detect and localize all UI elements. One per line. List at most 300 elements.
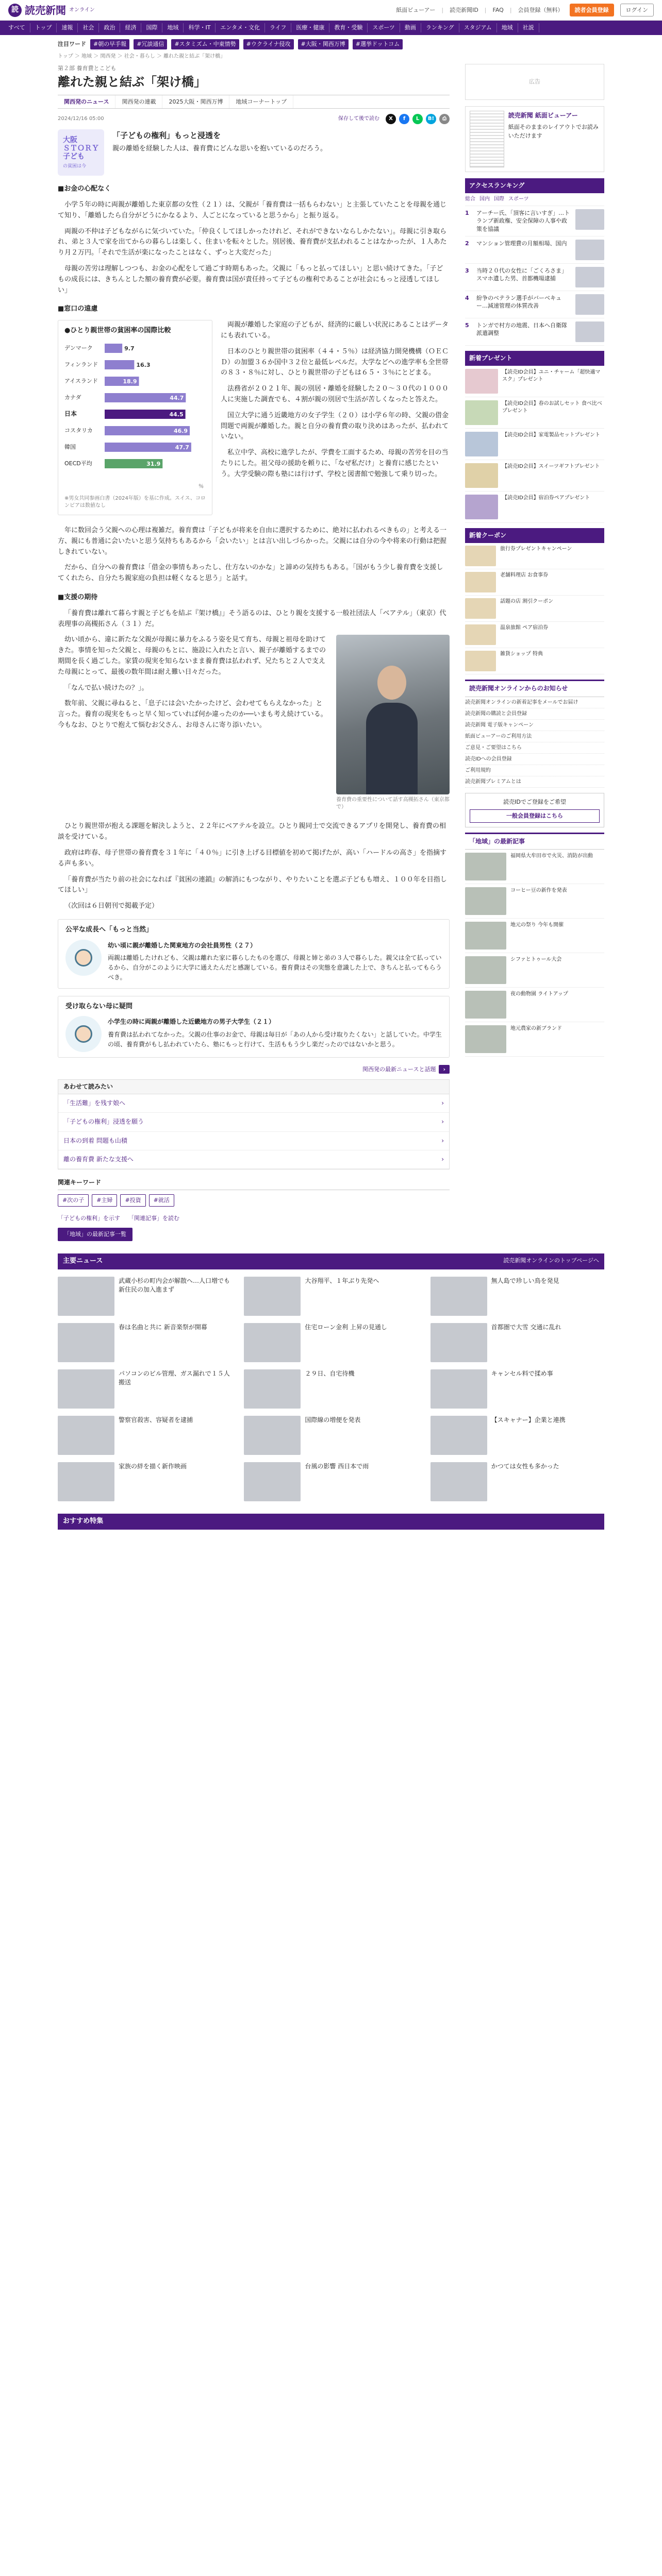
nav-item[interactable]: 社会 [78,23,99,32]
person-illustration-icon [65,1016,102,1052]
poverty-chart-box [58,320,212,515]
service-box-text: 読売IDでご登録をご希望 [503,798,566,805]
main-nav [0,21,662,35]
local-thumbnail [465,853,506,880]
present-title: 【読売ID会員】ユニ・チャーム「超快適マスク」プレゼント [502,369,601,383]
profile-card [58,919,450,989]
body-paragraph: 日本のひとり親世帯の貧困率（４４・５％）は経済協力開発機構（ＯＥＣＤ）の加盟３６か国中３２位と最低レベルだ。大学などへの進学率も全世帯の８３・８％に対し、ひとり親世帯の子どもは６５・３％にとどまる。 [221,347,449,377]
present-item[interactable] [465,366,604,397]
header-link-id[interactable]: 読売新聞ID [450,6,478,13]
person-figure [366,666,418,794]
keyword-tag[interactable]: #投資 [120,1194,145,1207]
header-link-viewer[interactable]: 紙面ビューアー [396,6,436,13]
related-item-label: 「生活難」を残す娘へ [63,1099,126,1107]
chevron-right-icon: › [439,1065,450,1074]
chart-category-label: コスタリカ [64,427,93,434]
chart-category-label: カナダ [64,394,81,401]
tab-region-top[interactable]: 地域コーナートップ [229,95,293,109]
news-thumbnail [58,1277,114,1316]
save-later-button[interactable]: 保存して後で読む [338,116,379,122]
local-item[interactable] [465,919,604,953]
coupon-item[interactable] [465,622,604,648]
article-kicker: 第２部 養育費とこども [58,64,117,72]
paper-promo-title: 読売新聞 紙面ビューアー [508,111,578,119]
ad-slot[interactable]: 広告 [465,64,604,100]
chart-value-label: 44.7 [170,394,184,401]
hatena-share-icon[interactable]: B! [426,114,436,124]
top-page-link[interactable]: 読売新聞オンラインのトップページへ [503,1257,599,1264]
breadcrumb[interactable]: トップ ＞ 地域 ＞ 関西発 ＞ 社会・暮らし ＞ 離れた親と結ぶ「架け橋」 [58,53,226,59]
coupon-title: 老舗料理店 お食事券 [500,572,549,579]
ranking-item[interactable] [465,264,604,291]
news-title: 首都圏で大雪 交通に乱れ [491,1323,561,1331]
news-item[interactable] [431,1462,604,1501]
rank-thumbnail [575,267,604,287]
rank-number: 1 [465,209,469,216]
trend-tag[interactable]: #朝の早手報 [90,39,129,49]
nav-item[interactable]: 教育・受験 [329,23,368,32]
trend-label: 注目ワード [58,41,86,47]
news-item[interactable] [244,1369,418,1409]
notice-link[interactable]: 紙面ビューアーのご利用方法 [465,731,604,742]
news-thumbnail [244,1462,301,1501]
profile-header: 受け取らない母に疑問 [65,1002,133,1010]
local-thumbnail [465,887,506,915]
news-title: 家族の絆を描く新作映画 [119,1462,187,1470]
profile-row [65,940,442,983]
rank-title: マンション管理費の月額相場、国内 [476,240,567,247]
coupon-thumbnail [465,651,496,671]
local-thumbnail [465,991,506,1019]
rank-number: 5 [465,321,469,329]
profile-name: 幼い頃に親が離婚した関東地方の会社員男性（２７） [108,941,257,949]
share-bar [338,114,450,124]
rank-number: 2 [465,240,469,247]
news-title: 住宅ローン金利 上昇の見通し [305,1323,387,1331]
news-thumbnail [431,1323,487,1362]
chart-value-label: 18.9 [123,378,137,385]
news-title: 警察官殺害、容疑者を逮捕 [119,1416,193,1423]
subhead: ■お金の心配なく [58,185,111,193]
profile-text [108,1016,442,1049]
tab-kansai-series[interactable]: 関西発の連載 [115,95,162,109]
news-item[interactable] [58,1416,231,1455]
logo-sub: オンライン [69,7,95,13]
news-item[interactable] [58,1462,231,1501]
present-thumbnail [465,369,498,394]
subhead: ■支援の期待 [58,593,98,601]
chart-category-label: アイスランド [64,377,98,384]
notice-link[interactable]: ご意見・ご要望はこちら [465,742,604,754]
present-thumbnail [465,463,498,488]
news-title: 台風の影響 西日本で雨 [305,1462,369,1470]
logo-mark: 読 [8,4,22,17]
news-item[interactable] [244,1323,418,1362]
nav-item[interactable]: 地域 [497,23,518,32]
rank-number: 4 [465,294,469,301]
news-thumbnail [244,1323,301,1362]
tab-expo[interactable]: 2025大阪・関西万博 [162,95,229,109]
news-title: 国際線の増便を発表 [305,1416,361,1423]
related-item[interactable] [58,1132,449,1150]
ranking-header: アクセスランキング [465,178,604,193]
chevron-right-icon: › [441,1137,444,1144]
profile-card [58,996,450,1058]
article-title: 離れた親と結ぶ「架け橋」 [58,74,206,90]
body-paragraph: 幼い頃から、違に新たな父親が母親に暴力をふるう姿を見て育ち、母親と祖母を助けてきた。事情を知った父親と、母親のもとに、施設に入れたと言い、親子が離婚するまでの期間を長く過ごした。家賃の現実を知らないまま養育費は払われず、兄たちと２人で支えた母親にとって、最後の数年間は耐え難い日々だった。 [58,636,326,676]
trend-tag[interactable]: #スタミズム・中東情勢 [171,39,239,49]
present-title: 【読売ID会員】宿泊券ペアプレゼント [502,495,590,501]
news-thumbnail [431,1277,487,1316]
paper-viewer-promo[interactable] [465,106,604,172]
print-icon[interactable]: ⎙ [439,114,450,124]
local-title: シファとトゥール大会 [510,956,562,962]
related-item-label: 「子どもの権利」浸透を願う [63,1118,144,1126]
present-thumbnail [465,400,498,425]
trend-tag[interactable]: #大阪・関西万博 [298,39,349,49]
small-links [58,1214,450,1223]
nav-item[interactable]: 政治 [99,23,120,32]
chart-category-label: OECD平均 [64,460,92,467]
chevron-right-icon: › [441,1099,444,1107]
local-thumbnail [465,956,506,984]
chart-unit-label: ％ [198,483,204,489]
header-link-faq[interactable]: FAQ [492,6,504,13]
news-item[interactable] [244,1416,418,1455]
related-item[interactable] [58,1150,449,1169]
profile-body: 両親は離婚したけれども、父親は離れた家に暮らしたものを選び、母親と姉と弟の３人で暮らした。親父は全て払っているから、自分がこのように大学に通えたんだと感謝している。養育費はその実態を意識した上で、きちんと払ってもらうべき。 [108,954,442,981]
local-title: 福岡県大牟田市で火災、消防が出動 [510,853,593,859]
article-main [58,64,450,1241]
local-header: 「地域」の最新記事 [465,833,604,850]
related-list [58,1079,450,1170]
profile-body: 養育費は払われてなかった。父親の仕事のお金で、母親は毎日が「あの人から受け取りたくない」と話していた。中学生の頃、養育費がもし払われていたら、塾にもっと行けて、生活ももう少し楽だったのではないかと思う。 [108,1030,442,1048]
body-paragraph: 年に数回会う父親への心理は複雑だ。養育費は「子どもが将来を自由に選択するために、絶対に払われるべきもの」と考える一方、親にも普通に会いたいと思う気持ちもあるから「会いたい」とは言い出しづらかった。父親には自分の今や将来の行動は把握しきれていない。 [58,526,447,556]
local-title: 地元農家の新ブランド [510,1025,562,1031]
photo-block [336,635,450,811]
news-item[interactable] [431,1277,604,1316]
trend-tag[interactable]: #ウクライナ侵攻 [243,39,294,49]
notice-link[interactable]: 読売新聞プレミアムとは [465,776,604,788]
body-paragraph: 法務省が２０２１年、親の別居・離婚を経験した２０〜３０代の１０００人に実施した調査でも、４割が親の別居で生活が苦しくなったと答えた。 [221,385,449,403]
divider: | [509,6,512,13]
news-title: 無人島で珍しい鳥を発見 [491,1277,559,1284]
login-button[interactable]: ログイン [620,4,654,17]
series-logo-line: 大阪 [63,135,77,144]
nav-item[interactable]: 速報 [57,23,78,32]
sidebar [465,64,604,1241]
closing-note: （次回は６日朝刊で掲載予定） [64,902,159,910]
coupon-item[interactable] [465,543,604,569]
coupon-title: 雑貨ショップ 特典 [500,651,543,657]
more-news-label: 関西発の最新ニュースと話題 [362,1066,436,1073]
body-paragraph: ひとり親世帯が抱える課題を解決しようと、２２年にベアテルを設立。ひとり親同士で交流できるアプリを開発し、養育費の相談を受けている。 [58,822,446,841]
news-item[interactable] [431,1323,604,1362]
present-item[interactable] [465,429,604,460]
news-thumbnail [58,1416,114,1455]
local-item[interactable] [465,953,604,988]
news-title: かつては女性も多かった [491,1462,559,1470]
lead-title: 「子どもの権利」もっと浸透を [112,131,221,141]
x-share-icon[interactable]: X [386,114,396,124]
chart-title: ●ひとり親世帯の貧困率の国際比較 [64,327,171,335]
body-paragraph: 両親の不仲は子どもながらに気づいていた。「仲良くしてほしかったけれど、それができないならしかたない」。母親に引き取られ、弟と３人で家を出てからの暮らしは楽しく、住まいを転々とした。別居後、養育費が支払われることはなかったが、１人あたり月２万円。「それで生活が楽になったことはなく、ずっと大変だった」 [58,227,447,257]
more-news-link[interactable] [58,1065,450,1074]
body-paragraph: 「なんで払い続けたの？」。 [64,684,148,692]
news-thumbnail [431,1369,487,1409]
news-item[interactable] [431,1416,604,1455]
lead-block [58,129,450,176]
ranking-tabs [465,193,604,206]
register-button[interactable]: 一般会員登録はこちら [470,809,600,823]
ranking-tab[interactable]: 総合 [465,196,475,202]
nav-item[interactable]: 社説 [518,23,539,32]
news-item[interactable] [58,1277,231,1316]
person-illustration-icon [65,940,102,976]
trend-tag[interactable]: #選挙ドットコム [353,39,403,49]
facebook-share-icon[interactable]: f [399,114,409,124]
keyword-tags [58,1194,450,1207]
series-logo-line: 子ども [63,152,85,161]
local-item[interactable] [465,988,604,1022]
notice-link[interactable]: 読売新聞オンラインの新着記事をメールでお届け [465,697,604,708]
chart-value-label: 16.3 [136,361,151,368]
related-item[interactable] [58,1113,449,1131]
nav-item[interactable]: 動画 [400,23,421,32]
keyword-tag[interactable]: #主婦 [92,1194,117,1207]
nav-item[interactable]: 経済 [120,23,141,32]
rank-thumbnail [575,209,604,230]
rank-title: アーチー氏、「頂客に言いすぎ」…トランプ新政権、安全保障の人事や政策を協議 [476,209,570,232]
present-item[interactable] [465,397,604,429]
coupon-header: 新着クーポン [465,528,604,543]
newspaper-icon [470,111,504,167]
lead-text: 親の離婚を経験した人は、養育費にどんな思いを抱いているのだろう。 [112,145,327,153]
nav-item[interactable]: ランキング [421,23,459,32]
region-latest-button[interactable]: 「地域」の最新記事一覧 [58,1228,133,1241]
nav-item[interactable]: スポーツ [368,23,400,32]
coupon-thumbnail [465,572,496,592]
chevron-right-icon: › [441,1155,444,1163]
chevron-right-icon: › [441,1118,444,1126]
present-header: 新着プレゼント [465,351,604,366]
keyword-header: 関連キーワード [58,1178,450,1190]
news-thumbnail [58,1462,114,1501]
news-thumbnail [431,1416,487,1455]
header-link-register[interactable]: 会員登録（無料） [518,6,564,13]
news-thumbnail [244,1277,301,1316]
nav-item[interactable]: 医療・健康 [291,23,329,32]
chart-value-label: 46.9 [173,427,188,434]
coupon-thumbnail [465,546,496,566]
coupon-item[interactable] [465,596,604,622]
present-title: 【読売ID会員】スイーツギフトプレゼント [502,464,600,470]
coupon-item[interactable] [465,569,604,596]
body-paragraph: 「養育費は離れて暮らす親と子どもを結ぶ『架け橋』」そう語るのは、ひとり親を支援する一般社団法人「ベアテル」（東京）代表理事の高槻拓さん（３１）だ。 [58,609,446,628]
news-grid [58,1269,604,1509]
member-button[interactable]: 読者会員登録 [570,4,614,17]
rank-thumbnail [575,294,604,315]
news-thumbnail [244,1369,301,1409]
news-item[interactable] [244,1277,418,1316]
local-title: コーヒー豆の新作を発表 [510,887,567,893]
lead-text-block [112,129,327,176]
header [0,0,662,21]
article-meta [58,114,450,124]
profile-row [65,1016,442,1052]
news-title: 【スキャナー】企業と連携 [491,1416,566,1423]
chart-note: ※男女共同参画白書（2024年版）を基に作成。スイス、コロンビアは数値なし [64,495,206,509]
keyword-tag[interactable]: #次の子 [58,1194,89,1207]
news-thumbnail [58,1323,114,1362]
trend-words [0,35,662,49]
nav-item[interactable]: 地域 [162,23,184,32]
profile-header: 公平な成長へ「もっと当然」 [65,925,153,934]
poverty-bar-chart [64,338,207,493]
coupon-thumbnail [465,624,496,645]
coupon-title: 温泉旅館 ペア宿泊券 [500,625,549,631]
news-thumbnail [58,1369,114,1409]
site-logo[interactable] [8,2,142,19]
present-item[interactable] [465,492,604,523]
present-title: 【読売ID会員】家電製品セットプレゼント [502,432,600,438]
ranking-tab[interactable]: 国際 [494,196,504,202]
nav-item[interactable]: すべて [8,23,30,32]
body-paragraph: 「養育費が当たり前の社会になれば『貧困の連鎖』の解消にもつながり、やりたいことを選ぶ子どもも増え、１００年を目指してほしい」 [58,875,447,894]
body-paragraph: 国立大学に通う近畿地方の女子学生（２０）は小学６年の時、父親の借金問題で両親が離婚した。親と自分の養育費の取り決めはあったが、払われていない。 [221,411,449,441]
trend-tag[interactable]: #冗談通信 [134,39,167,49]
chart-category-label: フィンランド [64,361,98,368]
local-thumbnail [465,922,506,950]
rank-thumbnail [575,240,604,260]
news-item[interactable] [431,1369,604,1409]
recommend-header: おすすめ特集 [58,1514,604,1530]
profile-text [108,940,442,983]
notice-link[interactable]: 読売新聞 電子版キャンペーン [465,720,604,731]
related-item[interactable] [58,1094,449,1113]
subhead: ■窓口の遠慮 [58,305,98,313]
news-item[interactable] [58,1369,231,1409]
chart-category-label: 韓国 [64,443,76,450]
small-link[interactable]: 「子どもの権利」を示す [58,1214,120,1222]
body-paragraph: 数年前、父親に尋ねると、「息子には会いたかったけど、会わせてもらえなかった」と言った。養育の現実をもっと早く知っていれば何か違ったのか──いまも考え続けている。今もなお、ひとりで抱えて悩むお父さん、お母さんに寄り添いたい。 [58,700,327,729]
body-paragraph: 政府は昨春、母子世帯の養育費を３１年に「４０％」に引き上げる目標値を初めて掲げたが、高い「ハードルの高さ」を指摘する声も多い。 [58,849,447,868]
related-item-label: 日本の到着 問題も山積 [63,1137,127,1144]
chart-category-label: 日本 [64,410,77,417]
major-news-title: 主要ニュース [63,1257,103,1265]
divider: | [484,6,487,13]
ranking-item[interactable] [465,236,604,264]
notice-links [465,697,604,788]
local-thumbnail [465,1025,506,1053]
coupon-item[interactable] [465,648,604,674]
rank-title: 当時２０代の女性に「ごくろさま」スマホ遺した男、首都機場逮捕 [476,267,567,282]
news-item[interactable] [58,1323,231,1362]
ranking-item[interactable] [465,318,604,346]
ranking-tab[interactable]: 国内 [479,196,490,202]
present-thumbnail [465,432,498,456]
body-paragraph: 母親の苦労は理解しつつも、お金の心配をして過ごす時期もあった。父親に「もっと払ってほしい」と思い続けてきた。「子どもの成長には、きちんとした額の養育費が必要。養育費は国が責任持って子どもの権利であることが社会にもっと浸透してほしい」 [58,264,443,294]
chart-value-label: 44.5 [169,411,184,418]
chart-category-label: デンマーク [64,344,93,351]
chart-bar [105,344,122,353]
rank-title: 紛争のベテラン選手がバーベキュー…減速管理の体質改善 [476,294,561,310]
section-tabs [58,95,450,109]
news-thumbnail [431,1462,487,1501]
news-title: ２９日、自宅待機 [305,1369,355,1377]
local-item[interactable] [465,884,604,919]
present-item[interactable] [465,460,604,492]
local-title: 夜の動物園 ライトアップ [510,991,568,997]
coupon-thumbnail [465,598,496,619]
rank-thumbnail [575,321,604,342]
series-logo-sub: の貧困は今 [63,164,87,170]
ranking-tab[interactable]: スポーツ [508,196,529,202]
article-head [58,64,450,109]
news-title: 大谷翔平、１年ぶり先発へ [305,1277,379,1284]
major-news [0,1253,662,1530]
keyword-tag[interactable]: #就活 [149,1194,174,1207]
news-title: 春は名曲と共に 新音楽祭が開幕 [119,1323,207,1331]
paper-promo-text [508,111,600,167]
notice-link[interactable]: ご利用規約 [465,765,604,776]
body-paragraph: 両親が離婚した家庭の子どもが、経済的に厳しい状況にあることはデータにも表れている。 [221,321,449,340]
nav-item[interactable]: ライフ [265,23,291,32]
small-link[interactable]: 「関連記事」を読む [128,1214,179,1222]
nav-item[interactable]: スタジアム [459,23,497,32]
body-paragraph: 私立中学、高校に進学したが、学費を工面するため、母親の苦労を目の当たりにした。祖父母の援助を頼りに、「なぜ私だけ」と養育に感じたという。大学受験の際も塾には行けず、学校と図書館で勉強して乗り切った。 [221,449,449,478]
news-title: キャンセル料で揉め事 [491,1369,553,1377]
local-item[interactable] [465,850,604,884]
series-logo [58,129,104,176]
paper-promo-body: 紙面そのままのレイアウトでお読みいただけます [508,123,599,140]
chart-value-label: 31.9 [146,460,161,467]
news-item[interactable] [244,1462,418,1501]
nav-item[interactable]: 科学・IT [184,23,216,32]
article-date: 2024/12/16 05:00 [58,116,104,122]
nav-item[interactable]: トップ [30,23,57,32]
tab-kansai-news[interactable]: 関西発のニュース [58,95,115,109]
news-thumbnail [244,1416,301,1455]
divider: | [441,6,444,13]
related-item-label: 離の養育費 新たな支援へ [63,1155,134,1163]
content-wrap [0,64,662,1241]
profile-name: 小学生の時に両親が離婚した近畿地方の男子大学生（２１） [108,1018,275,1026]
service-box [465,793,604,827]
major-news-header [58,1253,604,1269]
ranking-item[interactable] [465,291,604,318]
keywords [58,1178,450,1207]
notice-header: 読売新聞オンラインからのお知らせ [465,680,604,697]
header-links [396,4,654,17]
rank-number: 3 [465,267,469,274]
nav-item[interactable]: エンタメ・文化 [216,23,265,32]
logo-text: 読売新聞 [25,4,66,16]
chart-value-label: 9.7 [124,345,135,352]
portrait-photo [336,635,450,794]
photo-caption: 養育費の重要性について話す高槻拓さん（東京都で） [336,797,450,810]
rank-title: トンガで村方の地震、日本へ自衛隊派遣調整 [476,321,567,337]
line-share-icon[interactable]: L [412,114,423,124]
related-header: あわせて読みたい [58,1080,449,1094]
local-title: 地元の祭り 今年も開催 [510,922,564,928]
body-paragraph: だから、自分への養育費は「借金の事情もあったし、仕方ないのかな」と諦めの気持ちもある。「国がもう少し養育費を支援してくれたら、自分たち親家庭の負担は軽くなると思う」と話す。 [58,564,443,583]
notice-link[interactable]: 読売IDへの会員登録 [465,754,604,765]
local-item[interactable] [465,1022,604,1057]
ranking-item[interactable] [465,206,604,236]
nav-item[interactable]: 国際 [141,23,162,32]
notice-link[interactable]: 読売新聞の購読と会員登録 [465,708,604,720]
